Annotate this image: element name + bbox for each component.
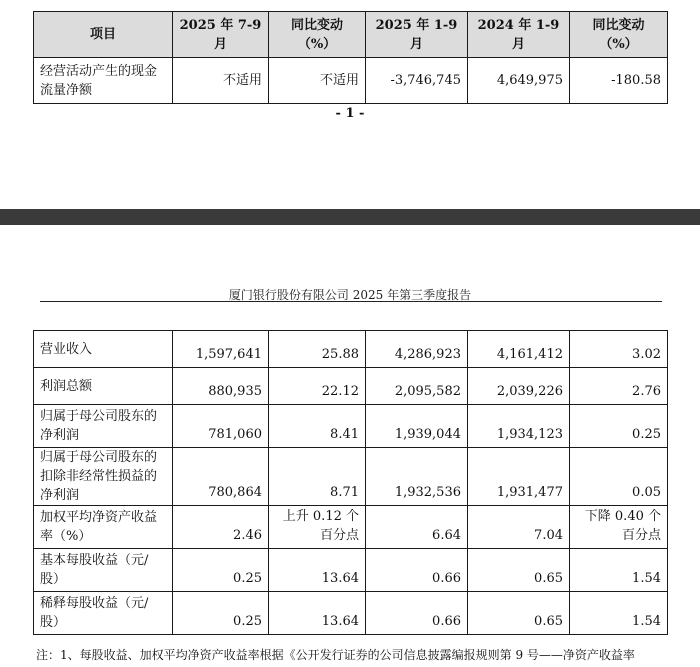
cell: 不适用	[269, 58, 366, 104]
cell: 1,931,477	[468, 448, 570, 506]
cell: 4,649,975	[468, 58, 570, 104]
table-row	[34, 368, 668, 405]
table-row	[34, 405, 668, 448]
table-row	[34, 448, 668, 506]
cell: 1,939,044	[366, 405, 468, 448]
cell: 0.66	[366, 549, 468, 592]
row-label: 利润总额	[34, 368, 173, 405]
table-row	[34, 549, 668, 592]
header-rule	[40, 301, 662, 302]
cell: 13.64	[269, 549, 366, 592]
cell: 2,039,226	[468, 368, 570, 405]
cell: 0.25	[173, 549, 269, 592]
cell: 2,095,582	[366, 368, 468, 405]
header-2025-ytd: 2025 年 1-9 月	[366, 12, 468, 58]
header-yoy-change: 同比变动 （%）	[269, 12, 366, 58]
cell: -180.58	[570, 58, 668, 104]
cell: 4,161,412	[468, 331, 570, 368]
cell: 0.25	[173, 592, 269, 635]
cell: 1,932,536	[366, 448, 468, 506]
cell: 13.64	[269, 592, 366, 635]
table-row	[34, 58, 668, 104]
cell: 780,864	[173, 448, 269, 506]
report-header: 厦门银行股份有限公司 2025 年第三季度报告	[228, 288, 472, 302]
cell: 6.64	[366, 506, 468, 549]
page-divider	[0, 209, 700, 225]
row-label: 经营活动产生的现金流量净额	[34, 58, 173, 104]
table-row	[34, 506, 668, 549]
cash-flow-table	[33, 11, 668, 104]
header-row	[34, 12, 668, 58]
cell: 8.71	[269, 448, 366, 506]
cell: 2.46	[173, 506, 269, 549]
cell: 25.88	[269, 331, 366, 368]
footnote: 注：1、每股收益、加权平均净资产收益率根据《公开发行证券的公司信息披露编报规则第 9 号——净资产收益率	[36, 648, 635, 662]
cell: 22.12	[269, 368, 366, 405]
cell: 1.54	[570, 592, 668, 635]
row-label: 基本每股收益（元/股）	[34, 549, 173, 592]
cell: 3.02	[570, 331, 668, 368]
table-row	[34, 592, 668, 635]
cell: 880,935	[173, 368, 269, 405]
cell: 1,597,641	[173, 331, 269, 368]
cell: 0.25	[570, 405, 668, 448]
row-label: 稀释每股收益（元/股）	[34, 592, 173, 635]
cell: 0.05	[570, 448, 668, 506]
cell: 0.65	[468, 549, 570, 592]
cell: 781,060	[173, 405, 269, 448]
row-label: 归属于母公司股东的净利润	[34, 405, 173, 448]
cell: 7.04	[468, 506, 570, 549]
cell: 2.76	[570, 368, 668, 405]
cell: -3,746,745	[366, 58, 468, 104]
header-item: 项目	[34, 12, 173, 58]
table-row	[34, 331, 668, 368]
financial-indicators-table	[33, 330, 668, 635]
cell: 上升 0.12 个百分点	[269, 506, 366, 549]
row-label: 加权平均净资产收益率（%）	[34, 506, 173, 549]
header-yoy-change-ytd: 同比变动 （%）	[570, 12, 668, 58]
header-2024-ytd: 2024 年 1-9 月	[468, 12, 570, 58]
cell: 不适用	[173, 58, 269, 104]
page-number: - 1 -	[335, 106, 365, 121]
cell: 下降 0.40 个百分点	[570, 506, 668, 549]
cell: 1,934,123	[468, 405, 570, 448]
cell: 1.54	[570, 549, 668, 592]
cell: 0.66	[366, 592, 468, 635]
cell: 0.65	[468, 592, 570, 635]
row-label: 营业收入	[34, 331, 173, 368]
cell: 8.41	[269, 405, 366, 448]
header-2025-q3: 2025 年 7-9 月	[173, 12, 269, 58]
cell: 4,286,923	[366, 331, 468, 368]
row-label: 归属于母公司股东的扣除非经常性损益的净利润	[34, 448, 173, 506]
